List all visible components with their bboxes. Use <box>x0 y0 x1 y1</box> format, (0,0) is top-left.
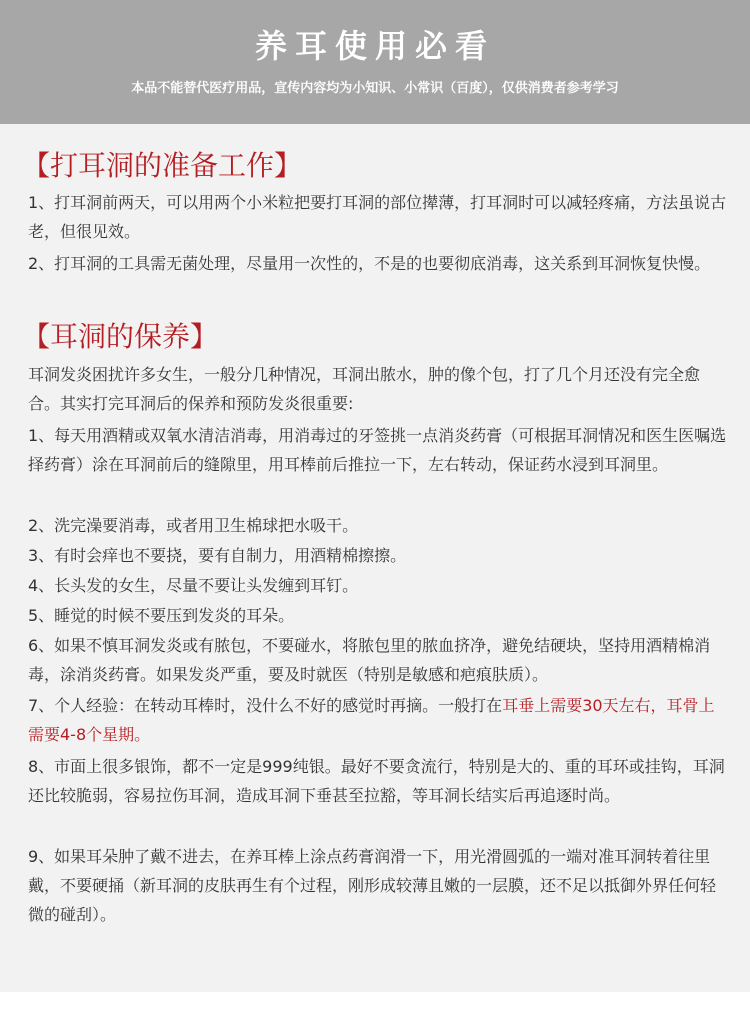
page-disclaimer: 本品不能替代医疗用品，宣传内容均为小知识、小常识（百度），仅供消费者参考学习 <box>131 81 619 96</box>
care-item-8: 8、市面上很多银饰，都不一定是999纯银。最好不要贪流行，特别是大的、重的耳环或挂钩，耳洞还比较脆弱，容易拉伤耳洞，造成耳洞下垂甚至拉豁，等耳洞长结实后再追逐时尚。 <box>28 757 725 805</box>
preparation-item-1: 1、打耳洞前两天，可以用两个小米粒把要打耳洞的部位撵薄，打耳洞时可以减轻疼痛，方法虽说古老，但很见效。 <box>28 193 727 241</box>
care-item-2: 2、洗完澡要消毒，或者用卫生棉球把水吸干。 <box>28 516 359 535</box>
page-header <box>0 0 750 124</box>
care-item-3: 3、有时会痒也不要挠，要有自制力，用酒精棉擦擦。 <box>28 546 407 565</box>
care-item-7-text: 7、个人经验：在转动耳棒时，没什么不好的感觉时再摘。一般打在 <box>28 696 503 715</box>
care-item-7-highlight: 耳垂上需要30天左右，耳骨上需要4-8个星期。 <box>28 696 715 744</box>
section-title-preparation: 【打耳洞的准备工作】 <box>22 149 303 182</box>
care-item-6: 6、如果不慎耳洞发炎或有脓包，不要碰水，将脓包里的脓血挤净，避免结硬块，坚持用酒精棉消毒，涂消炎药膏。如果发炎严重，要及时就医（特别是敏感和疤痕肤质）。 <box>28 636 711 684</box>
preparation-item-2: 2、打耳洞的工具需无菌处理，尽量用一次性的，不是的也要彻底消毒，这关系到耳洞恢复快慢。 <box>28 254 711 273</box>
page-title: 养耳使用必看 <box>254 27 495 65</box>
care-item-5: 5、睡觉的时候不要压到发炎的耳朵。 <box>28 606 295 625</box>
footer-strip <box>0 992 750 1014</box>
care-item-7 <box>28 691 728 749</box>
care-intro: 耳洞发炎困扰许多女生，一般分几种情况，耳洞出脓水，肿的像个包，打了几个月还没有完全愈合。其实打完耳洞后的保养和预防发炎很重要: <box>28 365 701 413</box>
care-item-4: 4、长头发的女生，尽量不要让头发缠到耳钉。 <box>28 576 359 595</box>
care-item-9: 9、如果耳朵肿了戴不进去，在养耳棒上涂点药膏润滑一下，用光滑圆弧的一端对准耳洞转着往里戴，不要硬捅（新耳洞的皮肤再生有个过程，刚形成较薄且嫩的一层膜，还不足以抵御外界任何轻微的碰刮）。 <box>28 847 717 924</box>
care-item-1: 1、每天用酒精或双氧水清洁消毒，用消毒过的牙签挑一点消炎药膏（可根据耳洞情况和医生医嘱选择药膏）涂在耳洞前后的缝隙里，用耳棒前后推拉一下，左右转动，保证药水浸到耳洞里。 <box>28 426 727 474</box>
section-title-care: 【耳洞的保养】 <box>22 320 219 353</box>
